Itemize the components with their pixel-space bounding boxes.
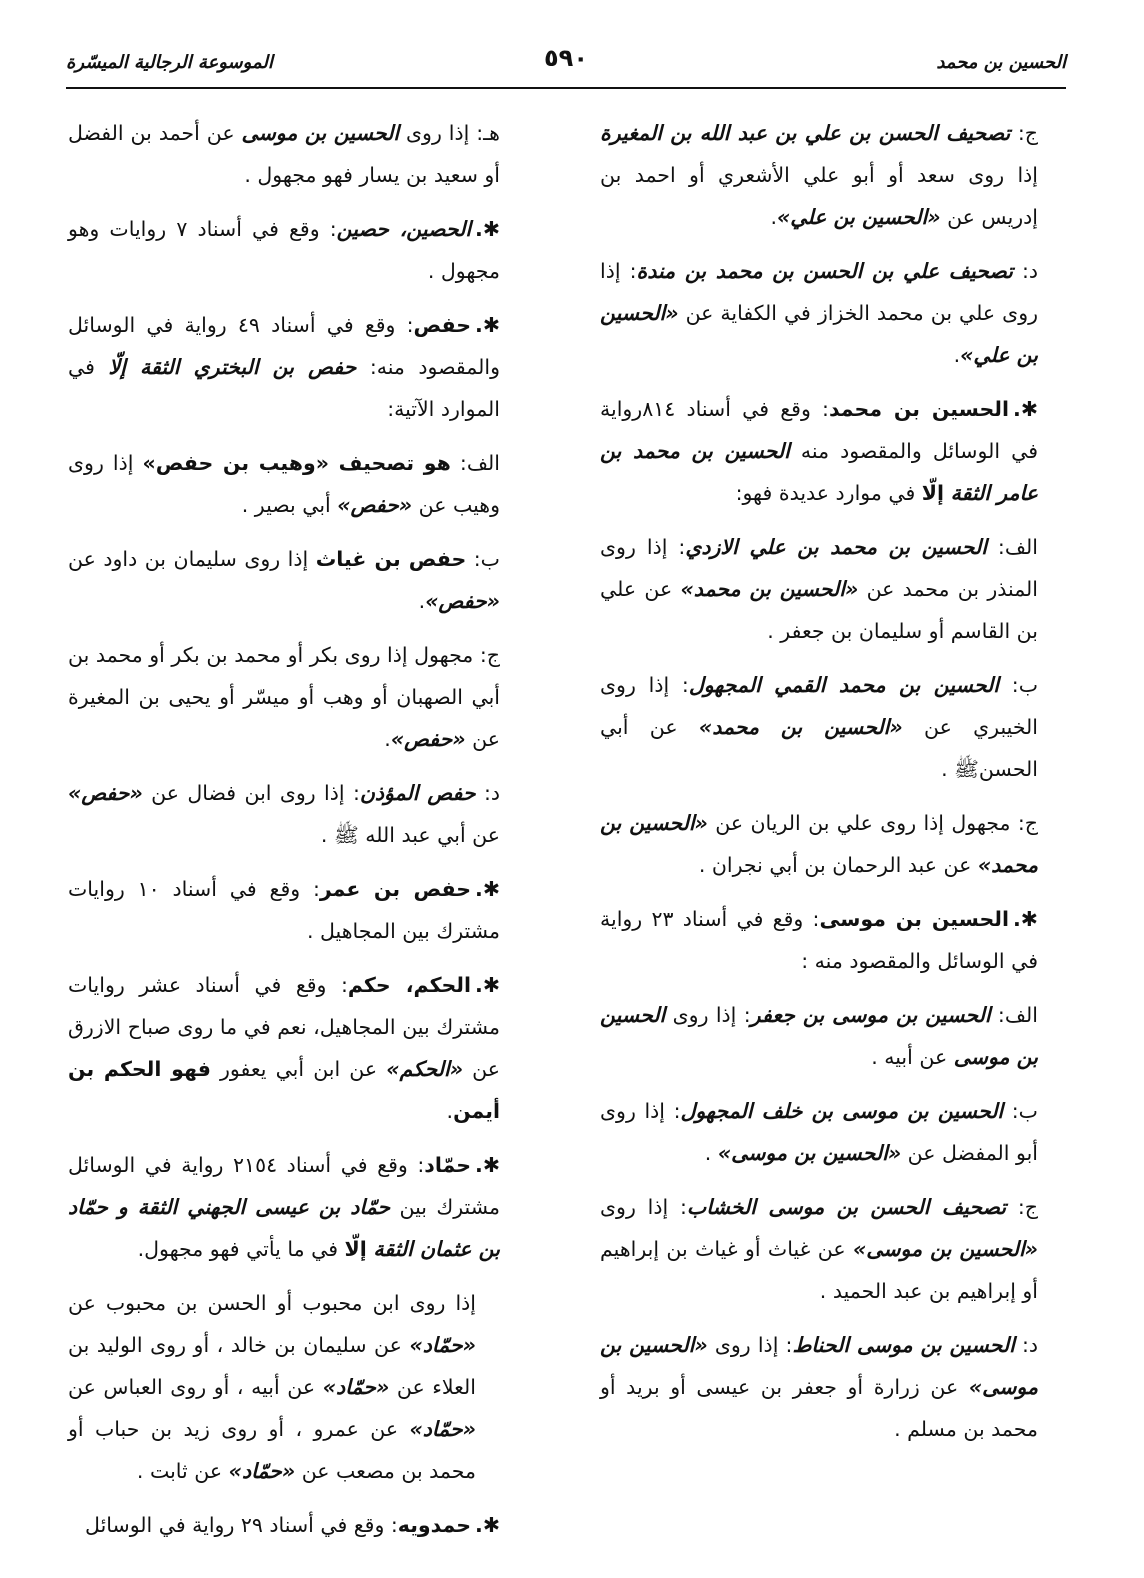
emphasized-text: إلّا xyxy=(921,481,945,505)
body-text: عن أبي عبد الله ﷺ . xyxy=(320,823,500,847)
sub-entry-paragraph xyxy=(68,634,500,760)
page-number: ٥٩٠ xyxy=(544,44,588,72)
entry-bullet-icon: ✱. xyxy=(1013,907,1038,931)
body-text: في ما يأتي فهو مجهول. xyxy=(137,1237,345,1261)
emphasized-text: «حفص» xyxy=(68,781,143,805)
emphasized-text: حفص المؤذن xyxy=(359,781,476,805)
sub-entry-paragraph xyxy=(68,442,500,526)
body-text: ب: xyxy=(1003,1099,1038,1123)
body-text: عن علي بن القاسم أو سليمان بن جعفر . xyxy=(600,577,1038,643)
body-text: عن ثابت . xyxy=(136,1459,229,1483)
entry-paragraph xyxy=(68,208,500,292)
emphasized-text: «حمّاد» xyxy=(322,1375,390,1399)
sub-entry-paragraph xyxy=(600,112,1038,238)
entry-paragraph xyxy=(68,868,500,952)
body-text: عن ابن أبي يعفور xyxy=(210,1057,387,1081)
sub-entry-paragraph xyxy=(68,112,500,196)
emphasized-text: تصحيف علي بن الحسن بن محمد بن مندة xyxy=(636,259,1013,283)
emphasized-text: الحسين بن محمد بن علي الازدي xyxy=(685,535,987,559)
body-text: . xyxy=(384,727,391,751)
body-text: إذا روى سليمان بن داود عن xyxy=(68,547,316,571)
emphasized-text: فهو الحكم بن أيمن xyxy=(68,1057,500,1123)
entry-paragraph xyxy=(68,964,500,1132)
body-text: عن أبيه ، أو روى العباس عن xyxy=(68,1375,323,1399)
body-text: : وقع في أسناد ١٠ روايات مشترك بين المجاهيل . xyxy=(68,877,500,943)
sub-entry-paragraph xyxy=(68,1282,500,1492)
sub-entry-paragraph xyxy=(68,538,500,622)
emphasized-text: حمّاد بن عيسى الجهني الثقة و حمّاد بن عثمان الثقة xyxy=(68,1195,500,1261)
body-text: الف: xyxy=(450,451,500,475)
body-text: إذا روى وهيب عن xyxy=(68,451,500,517)
body-text: في الموارد الآتية: xyxy=(68,355,500,421)
body-text: : وقع في أسناد ٧ روايات وهو مجهول . xyxy=(68,217,500,283)
entry-paragraph xyxy=(68,1504,500,1546)
running-head-entry: الحسين بن محمد xyxy=(936,52,1066,73)
emphasized-text: الحسين بن محمد بن عامر الثقة xyxy=(600,439,1038,505)
body-text: ج: xyxy=(1006,1195,1039,1219)
emphasized-text: حمدويه xyxy=(397,1513,472,1537)
emphasized-text: الحسين بن موسى بن جعفر xyxy=(750,1003,991,1027)
emphasized-text: «الحسين بن علي» xyxy=(600,301,1038,367)
body-text: ب: xyxy=(999,673,1038,697)
body-text: أبي بصير . xyxy=(241,493,338,517)
header-rule xyxy=(66,87,1066,89)
emphasized-text: حفص بن البختري الثقة إلّا xyxy=(108,355,357,379)
sub-entry-paragraph xyxy=(600,1186,1038,1312)
emphasized-text: هو تصحيف «وهيب بن حفص» xyxy=(142,451,451,475)
entry-bullet-icon: ✱. xyxy=(475,1153,501,1177)
emphasized-text: «حفص» xyxy=(337,493,413,517)
emphasized-text: تصحيف الحسن بن علي بن عبد الله بن المغيرة xyxy=(600,121,1011,145)
left-column xyxy=(68,112,500,1558)
emphasized-text: الحسين بن موسى بن خلف المجهول xyxy=(680,1099,1004,1123)
entry-paragraph xyxy=(68,1144,500,1270)
emphasized-text: «الحسين بن محمد» xyxy=(600,811,1038,877)
body-text: عن عبد الرحمان بن أبي نجران . xyxy=(698,853,978,877)
body-text: عن سليمان بن خالد ، أو روى الوليد بن العلاء عن xyxy=(68,1333,476,1399)
emphasized-text: «الحسين بن علي» xyxy=(776,205,941,229)
running-head-book-title: الموسوعة الرجالية الميسّرة xyxy=(66,52,273,73)
emphasized-text: «حمّاد» xyxy=(228,1459,296,1483)
emphasized-text: الحصين، حصين xyxy=(336,217,472,241)
page-header xyxy=(66,44,1066,84)
emphasized-text: «حفص» xyxy=(390,727,466,751)
emphasized-text: الحسين بن محمد xyxy=(828,397,1010,421)
sub-entry-paragraph xyxy=(600,802,1038,886)
sub-entry-paragraph xyxy=(600,1324,1038,1450)
body-text: : إذا روى المنذر بن محمد عن xyxy=(600,535,1038,601)
entry-bullet-icon: ✱. xyxy=(475,217,500,241)
emphasized-text: «الحسين بن موسى» xyxy=(717,1141,902,1165)
body-text: عن أحمد بن الفضل أو سعيد بن يسار فهو مجهول . xyxy=(68,121,500,187)
emphasized-text: حفص بن غياث xyxy=(315,547,467,571)
entry-bullet-icon: ✱. xyxy=(1013,397,1038,421)
body-text: إذا روى سعد أو أبو علي الأشعري أو احمد بن إدريس عن xyxy=(600,163,1038,229)
sub-entry-paragraph xyxy=(68,772,500,856)
body-text: : وقع في أسناد ٢٩ رواية في الوسائل xyxy=(85,1513,398,1537)
sub-entry-paragraph xyxy=(600,526,1038,652)
body-text: . xyxy=(770,205,777,229)
emphasized-text: الحسين بن موسى الحناط xyxy=(792,1333,1015,1357)
emphasized-text: الحسين بن محمد القمي المجهول xyxy=(688,673,1000,697)
emphasized-text: الحكم، حكم xyxy=(347,973,472,997)
entry-bullet-icon: ✱. xyxy=(475,877,500,901)
body-text: د: xyxy=(475,781,500,805)
body-text: : وقع في أسناد ٨١٤رواية في الوسائل والمقصود منه xyxy=(600,397,1038,463)
emphasized-text: الحسين بن موسى xyxy=(600,1003,1038,1069)
body-text: الف: xyxy=(990,1003,1038,1027)
emphasized-text: «حمّاد» xyxy=(409,1333,476,1357)
body-text: . xyxy=(418,589,426,613)
body-text: : وقع في أسناد ٤٩ رواية في الوسائل والمقصود منه: xyxy=(68,313,500,379)
body-text: ج: مجهول إذا روى علي بن الريان عن xyxy=(707,811,1039,835)
body-text: . xyxy=(704,1141,718,1165)
emphasized-text: «حمّاد» xyxy=(409,1417,476,1441)
entry-paragraph xyxy=(68,304,500,430)
emphasized-text: الحسين بن موسى xyxy=(819,907,1010,931)
sub-entry-paragraph xyxy=(600,250,1038,376)
sub-entry-paragraph xyxy=(600,994,1038,1078)
entry-paragraph xyxy=(600,388,1038,514)
body-text: : إذا روى أبو المفضل عن xyxy=(600,1099,1038,1165)
body-text: د: xyxy=(1014,1333,1038,1357)
body-text: ج: xyxy=(1010,121,1038,145)
body-text: د: xyxy=(1012,259,1038,283)
body-text: : إذا روى علي بن محمد الخزاز في الكفاية عن xyxy=(600,259,1038,325)
body-text: عن عمرو ، أو روى زيد بن حباب أو محمد بن مصعب عن xyxy=(68,1417,476,1483)
body-text: : وقع في أسناد ٢١٥٤ رواية في الوسائل مشترك بين xyxy=(68,1153,500,1219)
body-text: عن غياث أو غياث بن إبراهيم أو إبراهيم بن عبد الحميد . xyxy=(600,1237,1038,1303)
emphasized-text: «حفص» xyxy=(425,589,500,613)
emphasized-text: «الحسين بن موسى» xyxy=(600,1333,1038,1399)
body-text: إذا روى ابن محبوب أو الحسن بن محبوب عن xyxy=(68,1291,476,1315)
body-text: ب: xyxy=(466,547,500,571)
emphasized-text: «الحسين بن محمد» xyxy=(680,577,859,601)
emphasized-text: «الحسين بن موسى» xyxy=(852,1237,1038,1261)
body-text: في موارد عديدة فهو: xyxy=(735,481,922,505)
emphasized-text: حفص xyxy=(413,313,472,337)
body-text: : إذا روى xyxy=(600,1195,687,1219)
emphasized-text: حفص بن عمر xyxy=(319,877,472,901)
body-text: الف: xyxy=(986,535,1038,559)
emphasized-text: الحسين بن موسى xyxy=(241,121,400,145)
emphasized-text: تصحيف الحسن بن موسى الخشاب xyxy=(686,1195,1007,1219)
entry-bullet-icon: ✱. xyxy=(475,1513,500,1537)
emphasized-text: إلّا xyxy=(344,1237,367,1261)
body-text: : إذا روى xyxy=(707,1333,793,1357)
body-text: : إذا روى ابن فضال عن xyxy=(142,781,360,805)
emphasized-text: «الحكم» xyxy=(386,1057,464,1081)
body-text: : إذا روى xyxy=(665,1003,751,1027)
sub-entry-paragraph xyxy=(600,664,1038,790)
body-text: . xyxy=(446,1099,454,1123)
sub-entry-paragraph xyxy=(600,1090,1038,1174)
body-text: : وقع في أسناد عشر روايات مشترك بين المجاهيل، نعم في ما روى صباح الازرق عن xyxy=(68,973,500,1081)
entry-paragraph xyxy=(600,898,1038,982)
body-text: : إذا روى الخيبري عن xyxy=(600,673,1038,739)
body-text: هـ: إذا روى xyxy=(399,121,500,145)
body-text: . xyxy=(953,343,961,367)
body-text: عن أبي الحسن‌‌ﷺ . xyxy=(600,715,1038,781)
entry-bullet-icon: ✱. xyxy=(475,313,501,337)
body-text: ج: مجهول إذا روى بكر أو محمد بن بكر أو محمد بن أبي الصهبان أو وهب أو ميسّر أو يحيى بن المغيرة عن xyxy=(68,643,500,751)
body-text: عن أبيه . xyxy=(871,1045,954,1069)
emphasized-text: حمّاد xyxy=(424,1153,472,1177)
body-text: عن زرارة أو جعفر بن عيسى أو بريد أو محمد بن مسلم . xyxy=(600,1375,1038,1441)
right-column xyxy=(600,112,1038,1462)
emphasized-text: «الحسين بن محمد» xyxy=(698,715,903,739)
entry-bullet-icon: ✱. xyxy=(475,973,500,997)
body-text: : وقع في أسناد ٢٣ رواية في الوسائل والمقصود منه : xyxy=(600,907,1038,973)
